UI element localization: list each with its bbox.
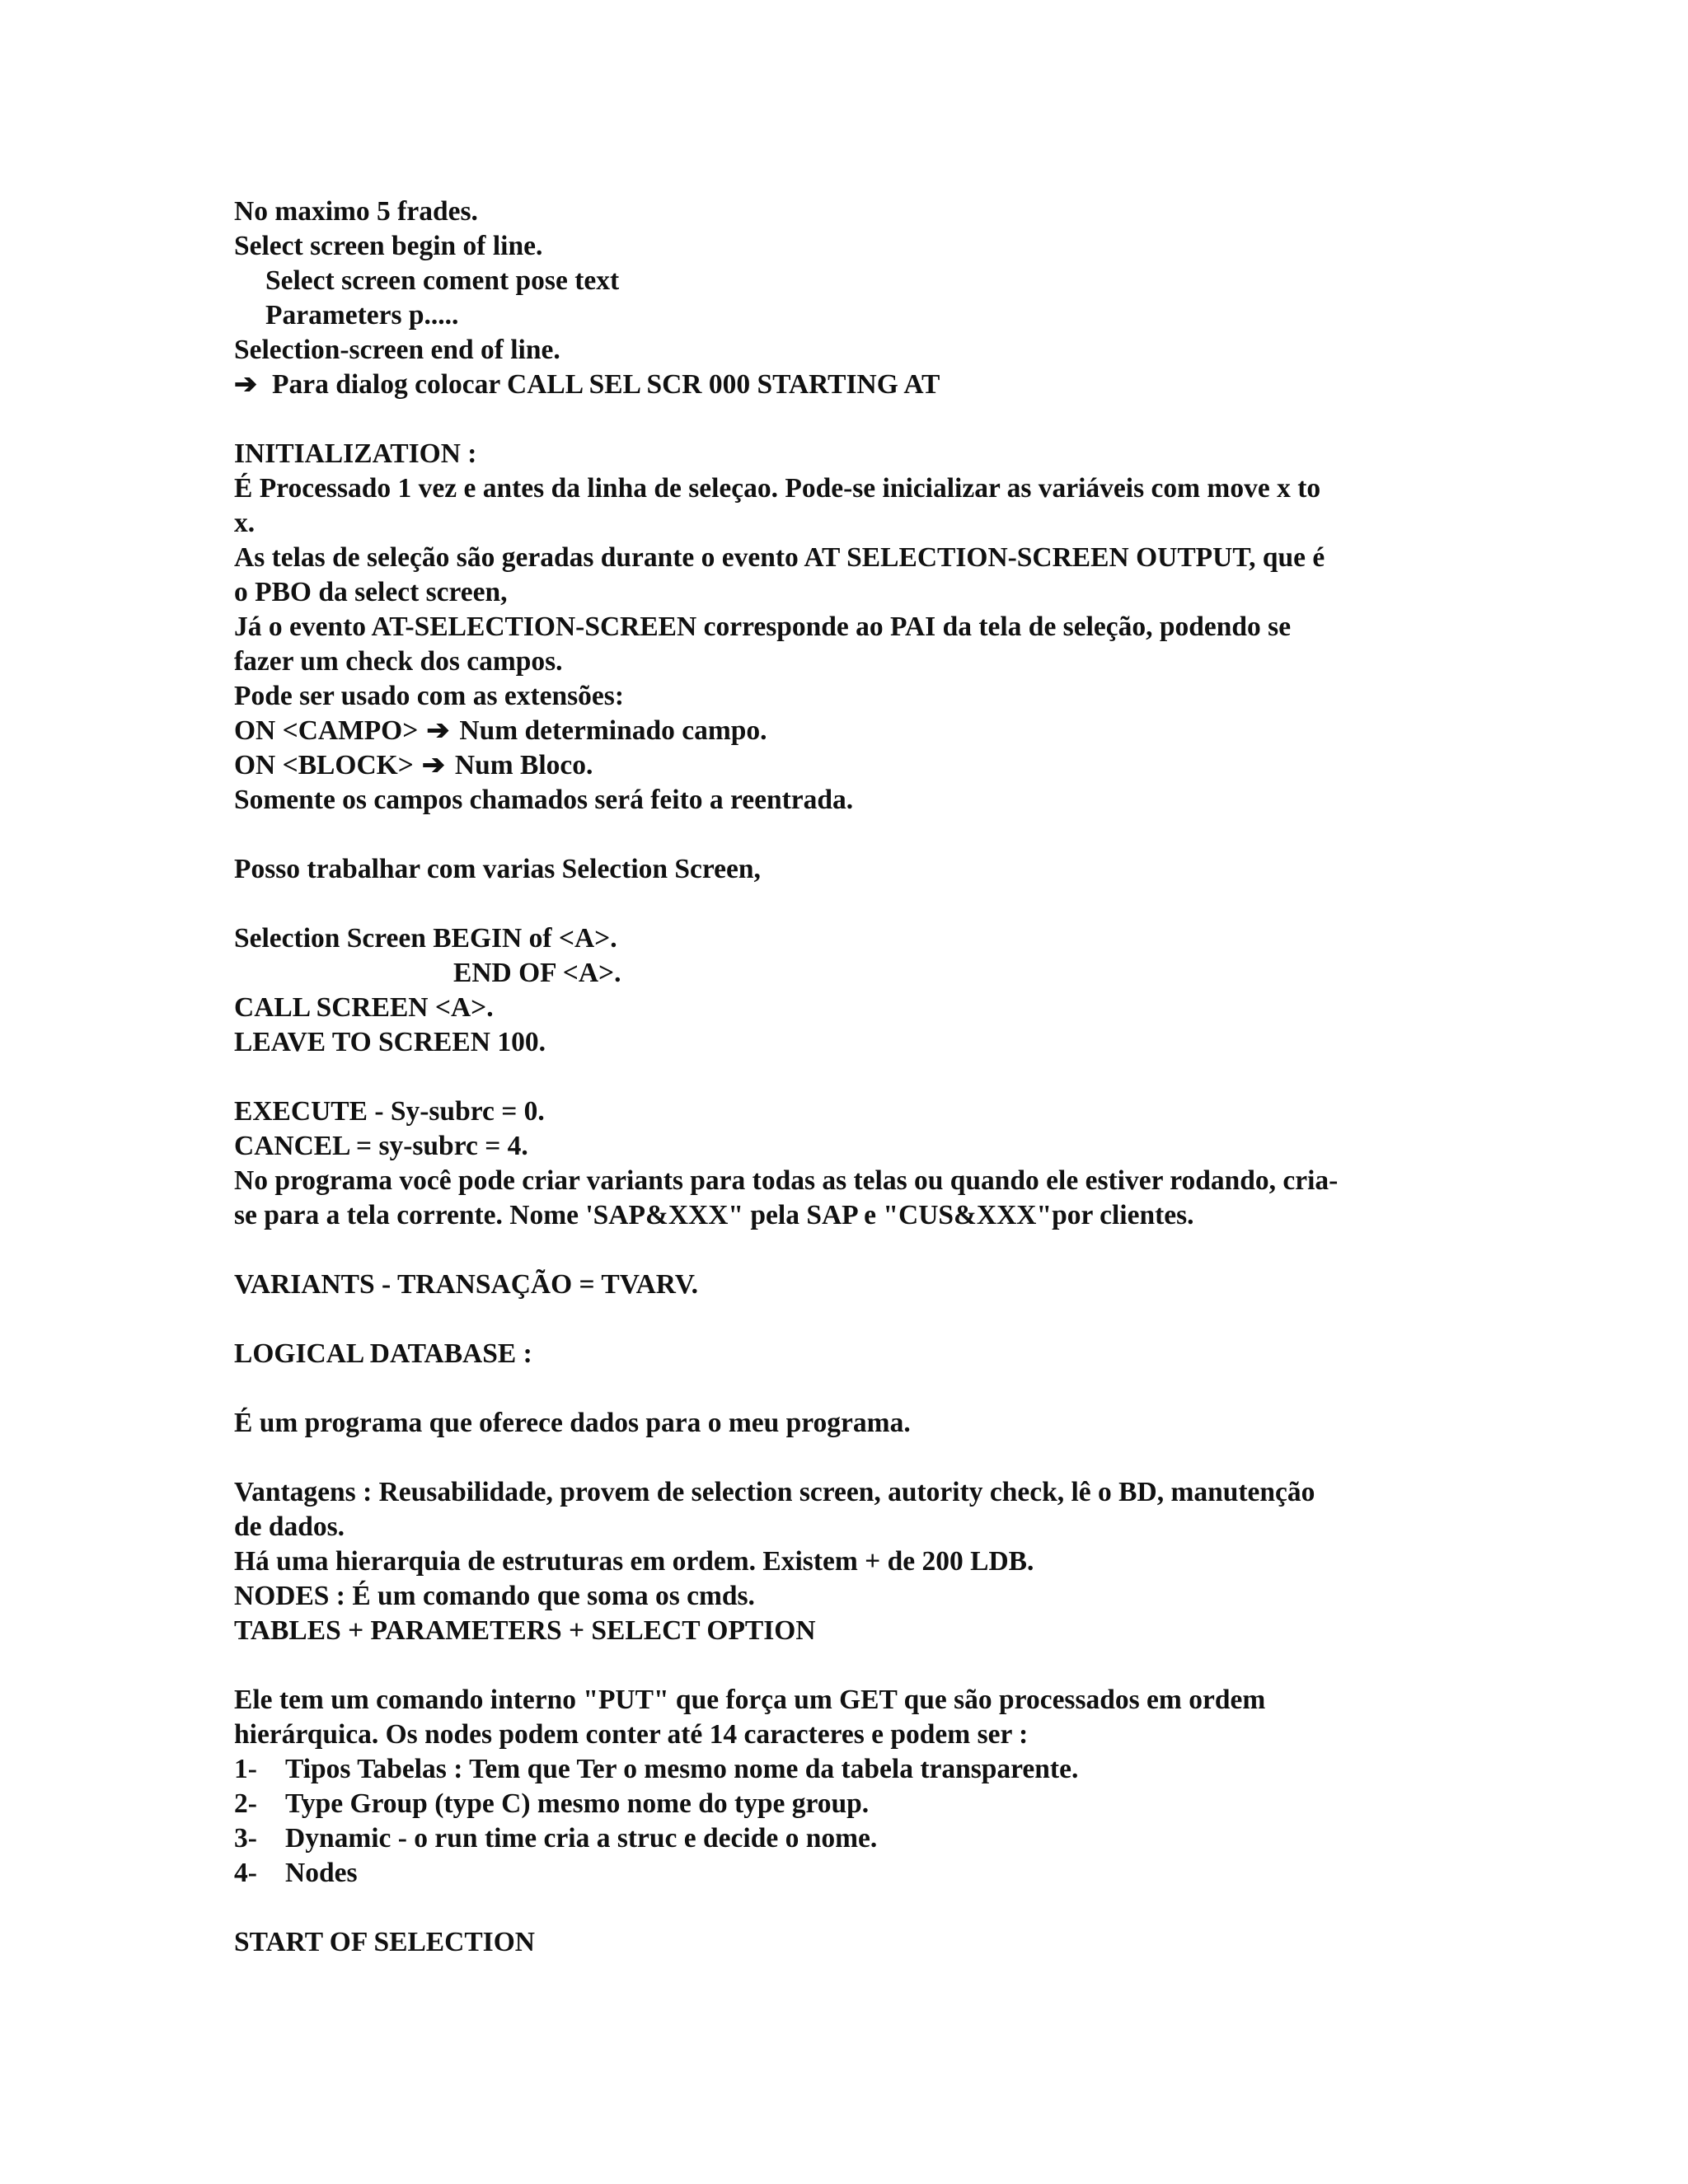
list-item <box>234 1752 1454 1787</box>
text-line: Posso trabalhar com varias Selection Screen, <box>234 854 761 884</box>
text-line: As telas de seleção são geradas durante o evento AT SELECTION-SCREEN OUTPUT, que é <box>234 542 1325 573</box>
text-line: x. <box>234 508 256 538</box>
text-line: Já o evento AT-SELECTION-SCREEN corresponde ao PAI da tela de seleção, podendo se <box>234 612 1292 642</box>
text-line: Vantagens : Reusabilidade, provem de selection screen, autority check, lê o BD, manutenção <box>234 1477 1315 1507</box>
text-line: No maximo 5 frades. <box>234 196 478 227</box>
text-line: CANCEL = sy-subrc = 4. <box>234 1131 528 1161</box>
section-heading: START OF SELECTION <box>234 1927 535 1957</box>
text-line: VARIANTS - TRANSAÇÃO = TVARV. <box>234 1269 699 1300</box>
list-text: Nodes <box>285 1858 358 1888</box>
spacer <box>234 1233 1454 1268</box>
text-line: EXECUTE - Sy-subrc = 0. <box>234 1096 545 1127</box>
spacer <box>234 402 1454 437</box>
spacer <box>234 1060 1454 1094</box>
text-line: NODES : É um comando que soma os cmds. <box>234 1581 755 1611</box>
text-line: É um programa que oferece dados para o meu programa. <box>234 1408 911 1438</box>
spacer <box>234 1648 1454 1683</box>
spacer <box>234 818 1454 852</box>
arrow-right-icon: ➔ <box>426 715 450 746</box>
text-line: Há uma hierarquia de estruturas em ordem. Existem + de 200 LDB. <box>234 1546 1034 1577</box>
section-heading: LOGICAL DATABASE : <box>234 1338 532 1369</box>
text-line: fazer um check dos campos. <box>234 646 563 677</box>
text-line: se para a tela corrente. Nome 'SAP&XXX" pela SAP e "CUS&XXX"por clientes. <box>234 1200 1194 1230</box>
text-line <box>234 368 1454 402</box>
text-line: Parameters p..... <box>265 300 459 330</box>
list-text: Dynamic - o run time cria a struc e decide o nome. <box>285 1823 878 1854</box>
text-line <box>234 714 1454 748</box>
text-span: ON <CAMPO> <box>234 715 419 746</box>
list-item <box>234 1856 1454 1891</box>
list-item <box>234 1787 1454 1821</box>
spacer <box>234 887 1454 921</box>
section-heading: INITIALIZATION : <box>234 438 477 469</box>
text-line: hierárquica. Os nodes podem conter até 14 caracteres e podem ser : <box>234 1719 1029 1750</box>
text-span: Num Bloco. <box>454 750 593 780</box>
arrow-right-icon: ➔ <box>234 369 258 400</box>
spacer <box>234 1302 1454 1337</box>
text-line: de dados. <box>234 1511 345 1542</box>
text-line: Pode ser usado com as extensões: <box>234 681 624 711</box>
spacer <box>234 1371 1454 1406</box>
list-item <box>234 1821 1454 1856</box>
spacer <box>234 1441 1454 1475</box>
list-number: 3- <box>234 1823 257 1854</box>
text-line: o PBO da select screen, <box>234 577 508 607</box>
text-line <box>234 748 1454 783</box>
text-line: Selection-screen end of line. <box>234 335 560 365</box>
list-text: Type Group (type C) mesmo nome do type group. <box>285 1788 870 1819</box>
document-body <box>234 194 1454 1960</box>
text-line: Selection Screen BEGIN of <A>. <box>234 923 617 954</box>
list-number: 4- <box>234 1858 257 1888</box>
text-line: Select screen coment pose text <box>265 265 620 296</box>
text-span: Para dialog colocar CALL SEL SCR 000 STARTING AT <box>272 369 940 400</box>
list-number: 1- <box>234 1754 257 1784</box>
text-line: END OF <A>. <box>453 958 621 988</box>
text-line: Ele tem um comando interno "PUT" que força um GET que são processados em ordem <box>234 1685 1266 1715</box>
text-line: CALL SCREEN <A>. <box>234 992 494 1023</box>
list-number: 2- <box>234 1788 257 1819</box>
text-span: ON <BLOCK> <box>234 750 414 780</box>
text-span: Num determinado campo. <box>459 715 767 746</box>
arrow-right-icon: ➔ <box>421 750 445 780</box>
text-line: Select screen begin of line. <box>234 231 543 261</box>
text-line: No programa você pode criar variants para todas as telas ou quando ele estiver rodando, cria- <box>234 1165 1339 1196</box>
list-text: Tipos Tabelas : Tem que Ter o mesmo nome da tabela transparente. <box>285 1754 1079 1784</box>
text-line: TABLES + PARAMETERS + SELECT OPTION <box>234 1615 816 1646</box>
text-line: LEAVE TO SCREEN 100. <box>234 1027 546 1057</box>
spacer <box>234 1891 1454 1925</box>
text-line: Somente os campos chamados será feito a reentrada. <box>234 785 854 815</box>
text-line: É Processado 1 vez e antes da linha de seleçao. Pode-se inicializar as variáveis com move x to <box>234 473 1321 504</box>
